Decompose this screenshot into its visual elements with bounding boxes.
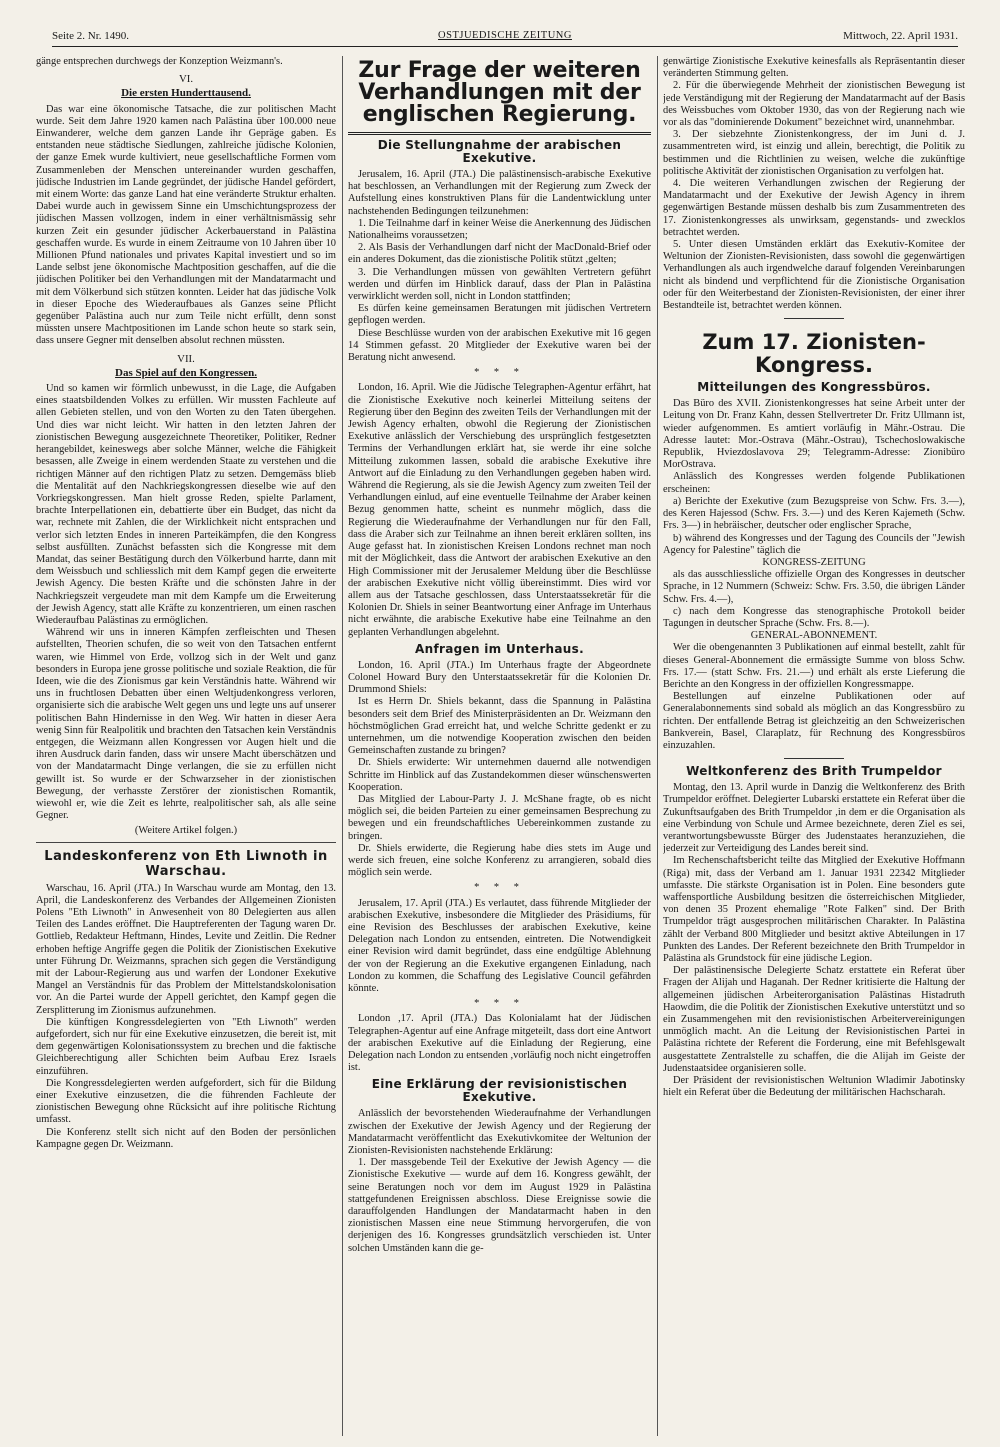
paragraph: c) nach dem Kongresse das stenographische Protokoll beider Tagungen in deutscher Sprache (Schw. Frs. 8.—). [663, 605, 965, 629]
paragraph: Die Kongressdelegierten werden aufgefordert, sich für die Bildung einer Exekutive einzusetzen, die die führenden Fachleute der zionistischen Bewegung ohne Rücksicht auf ihre politische Richtung umfasst. [36, 1077, 336, 1126]
paragraph: 5. Unter diesen Umständen erklärt das Exekutiv-Komitee der Weltunion der Zionisten-Revisionisten, dass sowohl die gegenwärtigen Verhandlungen als auch irgendwelche darauf folgenden Vereinbarungen nicht als bindend und verpflichtend für die Zionistische Organisation oder für den Weiterbestand der Zionisten-Revisionisten, der einer ihrer Bestandteile ist, betrachtet werden können. [663, 239, 965, 312]
separator-stars: * * * [474, 367, 525, 379]
divider [36, 842, 336, 843]
article-headline: Landeskonferenz von Eth Liwnoth in Warschau. [44, 848, 328, 879]
paragraph: London, 16. April (JTA.) Im Unterhaus fragte der Abgeordnete Colonel Howard Bury den Unterstaatssekretär für die Kolonien Dr. Drummond Shiels: [348, 659, 651, 696]
article-headline: Anfragen im Unterhaus. [415, 641, 584, 656]
section-title: Das Spiel auf den Kongressen. [115, 366, 257, 379]
masthead: OSTJUEDISCHE ZEITUNG [438, 30, 572, 41]
paragraph: Diese Beschlüsse wurden von der arabischen Exekutive mit 16 gegen 14 Stimmen gefasst. 20 Mitglieder der Exekutive waren bei der Beratung nicht anwesend. [348, 327, 651, 364]
paragraph: Das Mitglied der Labour-Party J. J. McShane fragte, ob es nicht möglich sei, die beiden Parteien zu einer gemeinsamen Besprechung zu bewegen und ein freundschaftliches Uebereinkommen zustande zu bringen. [348, 793, 651, 842]
continued-note: (Weitere Artikel folgen.) [134, 825, 238, 837]
paragraph: Das war eine ökonomische Tatsache, die zur politischen Macht wurde. Seit dem Jahre 1920 kamen nach Palästina über 100.000 neue Einwanderer, welche dem ganzen Lande ihr Gepräge gaben. Es entstanden neue städtische Siedlungen, zahlreiche jüdische Kolonien, der ganze Emek wurde kultiviert, neue gesellschaftliche Formen vom Zusammenleben der Menschen untereinander wurden geschaffen, jüdische Industrien im Lande gegründet, der jüdische Handel gefördert, mit einem Worte: das ganze Land hat eine veränderte Struktur erhalten. Dabei wurde auch in gewissem Sinne ein Umschichtungsprozess der jüdischen Massen vollzogen, indem in einer verhältnismässig sehr kurzen Zeit ein gesunder jüdischer Ackerbauerstand in Palästina geschaffen wurde. Es wurde in einem Zeitraume von 10 Jahren über 10 Millionen Pfund nationales und privates Kapital investiert und so im Lande selbst jene ökonomische Machtposition geschaffen, auf die die jüdischen Politiker bei den Verhandlungen mit der Mandatarmacht und mit dem Völkerbund sich stützen konnten. Leider hat das jüdische Volk in dieser Epoche des Wiederaufbaues als Ganzes seine Pflicht gegenüber Palästina auch nur zum Teile nicht erfüllt, denn sonst müssten unsere Machtpositionen im Lande schon heute so stark sein, dass unsere Gegner mit denselben absolut rechnen müssten. [36, 103, 336, 347]
page-number: Seite 2. Nr. 1490. [52, 30, 129, 42]
paragraph: 3. Der siebzehnte Zionistenkongress, der im Juni d. J. zusammentreten wird, ist einzig und allein, berechtigt, die Politik zu bestimmen und die Richtlinien zu weisen, welche die zukünftige politische Aktivität der zionistischen Organisation zu verfolgen hat. [663, 129, 965, 177]
paragraph: 2. Als Basis der Verhandlungen darf nicht der MacDonald-Brief oder ein anderes Dokument, das die zionistische Politik stützt ,gelten; [348, 242, 651, 266]
paragraph: 2. Für die überwiegende Mehrheit der zionistischen Bewegung ist jede Verständigung mit der Regierung der Mandatarmacht auf der Basis des Weissbuches vom Oktober 1930, das von der Regierung nach wie vor als das "dominierende Dokument" bezeichnet wird, unannehmbar. [663, 80, 965, 129]
paragraph: Wer die obengenannten 3 Publikationen auf einmal bestellt, zahlt für dieses General-Abonnement die ermässigte Summe von bloss Schw. Frs. 17.— (statt Schw. Frs. 21.—) und erhält als erste Lieferung die Berichte an den Kongress in der offiziellen Kongressmappe. [663, 642, 965, 690]
main-headline: Zur Frage der weiteren Verhandlungen mit der englischen Regierung. [358, 58, 641, 127]
paragraph: Der Präsident der revisionistischen Weltunion Wladimir Jabotinsky hielt ein Referat über die Bedeutung der militärischen Hachscharah. [663, 1075, 965, 1099]
paragraph: Anlässlich der bevorstehenden Wiederaufnahme der Verhandlungen zwischen der Exekutive der Jewish Agency und der Regierung der Mandatarmacht veröffentlicht das Exekutivkomitee der Weltunion der Zionisten-Revisionisten nachstehende Erklärung: [348, 1108, 651, 1157]
page-header [52, 28, 958, 47]
paragraph: Jerusalem, 16. April (JTA.) Die palästinensisch-arabische Exekutive hat beschlossen, an Verhandlungen mit der Regierung zum Zweck der Aufstellung eines konstruktiven Plans für die Landentwicklung unter nachstehenden Bedingungen teilzunehmen: [348, 169, 651, 217]
separator-stars: * * * [474, 882, 525, 894]
paragraph: als das ausschliessliche offizielle Organ des Kongresses in deutscher Sprache, in 12 Nummern (Schweiz: Schw. Frs. 3.50, die übrigen Länder Schw. Frs. 4.—), [663, 569, 965, 605]
paragraph: Dr. Shiels erwiderte, die Regierung habe dies stets im Auge und werde sich freuen, eine solche Konferenz zu arrangieren, sobald dies möglich sein werde. [348, 842, 651, 879]
section-number: VI. [178, 73, 194, 86]
paragraph: Jerusalem, 17. April (JTA.) Es verlautet, dass führende Mitglieder der arabischen Exekutive, insbesondere die Mitglieder des Präsidiums, für eine Revision des Beschlusses der arabischen Exekutive, keine Delegation nach London zu entsenden, eintreten. Die Notwendigkeit einer Revision wird damit begründet, dass eine endgültige Ablehnung der von der Regierung an die Exekutive ergangenen Einladung, nach London zu kommen, die Schaffung des Legislative Council gefährden könnte. [348, 897, 651, 994]
paragraph: 4. Die weiteren Verhandlungen zwischen der Regierung der Mandatarmacht und der Exekutive der Jewish Agency in ihrem gegenwärtigen Bestande müssen deshalb bis zum Zusammentreten des 17. Zionistenkongresses als unwirksam, gegenstands- und zwecklos betrachtet werden. [663, 178, 965, 238]
column-divider [342, 56, 343, 1436]
article-headline: Eine Erklärung der revisionistischen Exekutive. [371, 1077, 628, 1105]
section-title: GENERAL-ABONNEMENT. [750, 630, 878, 642]
paragraph: Der palästinensische Delegierte Schatz erstattete ein Referat über Fragen der Alijah und Haganah. Der Redner kritisierte die Haltung der allgemeinen jüdischen Arbeiterorganisation Palästinas Histadruth Haowdim, die die Politik der Zionistischen Exekutive unterstützt und so ein Zusammengehen mit den revisionistischen Arbeitervereinigungen unmöglich macht. An die Leitung der Revisionistischen Partei in Palästina richtete der Referent die Forderung, eine mit Befehlsgewalt ausgestattete Zentralstelle zu schaffen, die die Alijah im Geiste der Judenstaatsidee organisieren solle. [663, 965, 965, 1074]
paragraph: Die Konferenz stellt sich nicht auf den Boden der persönlichen Kampagne gegen Dr. Weizmann. [36, 1126, 336, 1150]
paragraph: 3. Die Verhandlungen müssen von gewählten Vertretern geführt werden und dürfen im Hinblick darauf, dass der Plan in Palästina verwirklicht werden soll, nicht in London stattfinden; [348, 266, 651, 303]
paragraph: Das Büro des XVII. Zionistenkongresses hat seine Arbeit unter der Leitung von Dr. Franz Kahn, dessen Stellvertreter Dr. Fritz Ullmann ist, wieder aufgenommen. Es amtiert vorläufig in Mähr.-Ostrau. Die Adresse lautet: Mor.-Ostrava (Mähr.-Ostrau), Tschechoslowakische Republik, Hviezdoslavova 29; Telegramm-Adresse: Zionibüro MorOstrava. [663, 398, 965, 471]
paragraph: London, 16. April. Wie die Jüdische Telegraphen-Agentur erfährt, hat die Zionistische Exekutive noch keinerlei Mitteilung seitens der Regierung über den Beginn des zweiten Teils der Verhandlungen mit der Jewish Agency erhalten, obwohl die Regierung der Zionistischen Exekutive anlässlich der Verschiebung des ursprünglich festgesetzten Termins der Verhandlungen erklärt hat, sie werde ihr eine solche Mitteilung zukommen lassen, sobald die arabische Exekutive ihre Antwort auf die Einladung zu den Verhandlungen gegeben haben wird. Während die Regierung, als sie die Jewish Agency zum zweiten Teil der Verhandlungen einlud, auf eine eventuelle Teilnahme der Araber keinen Bezug genommen hatte, scheint es nunmehr möglich, dass die Regierung die Wiederaufnahme der Verhandlungen nur für den Fall, dass die Araber sich zur Teilnahme an ihnen bereit erklären sollten, ins Auge gefasst hat. In zionistischen Kreisen Londons rechnet man noch mit der Möglichkeit, dass die Antwort der arabischen Exekutive an den High Commissioner mit der Jerusalemer Meldung über die Beschlüsse der arabischen Exekutive nicht völlig übereinstimmt. Dies wird vor allem aus der Tatsache geschlossen, dass Unterstaatssekretär für die Kolonien Dr. Shiels in seiner Beantwortung einer Anfrage im Unterhaus nicht erwähnte, die arabische Exekutive habe eine Teilnahme an den geplanten Verhandlungen abgelehnt. [348, 382, 651, 638]
column-divider [657, 56, 658, 1436]
paragraph: London ,17. April (JTA.) Das Kolonialamt hat der Jüdischen Telegraphen-Agentur auf eine Anfrage mitgeteilt, dass dort eine Antwort der arabischen Exekutive auf die Einladung der Regierung, eine Delegation nach London zu entsenden ,vorläufig noch nicht eingetroffen ist. [348, 1013, 651, 1074]
paragraph: Bestellungen auf einzelne Publikationen oder auf Generalabonnements sind sobald als möglich an das Kongressbüro zu richten. Der entfallende Betrag ist gleichzeitig an den Schweizerischen Bankverein, Basel, Claraplatz, für Rechnung des Kongressbüros einzuzahlen. [663, 691, 965, 751]
paragraph: Die künftigen Kongressdelegierten von "Eth Liwnoth" werden aufgefordert, sich nur für eine Exekutive einzusetzen, die bereit ist, mit dem gegenwärtigen Kolonisationssystem zu brechen und die faktische Gleichberechtigung aller Schichten beim Aufbau Erez Israels einzuführen. [36, 1016, 336, 1077]
divider [784, 758, 844, 759]
divider [348, 132, 651, 135]
section-title: Die ersten Hunderttausend. [121, 87, 251, 100]
divider [784, 318, 844, 319]
paragraph: 1. Der massgebende Teil der Exekutive der Jewish Agency — die Zionistische Exekutive — wurde auf dem 16. Kongress gewählt, der seine Beratungen noch vor dem im August 1929 in Palästina stattgefundenen Ereignissen abschloss. Diese Ereignisse sowie die darauffolgenden Handlungen der Mandatarmacht haben in den zionistischen Massen eine neue Stimmung hervorgerufen, die von derjenigen des 16. Kongresses grundsätzlich verschieden ist. Unter solchen Umständen kann die ge- [348, 1157, 651, 1254]
article-subheadline: Mitteilungen des Kongressbüros. [697, 380, 931, 395]
article-headline: Die Stellungnahme der arabischen Exekutive. [377, 138, 622, 165]
paragraph: Anlässlich des Kongresses werden folgende Publikationen erscheinen: [663, 471, 965, 495]
issue-date: Mittwoch, 22. April 1931. [843, 30, 958, 42]
paragraph: Warschau, 16. April (JTA.) In Warschau wurde am Montag, den 13. April, die Landeskonferenz des Verbandes der Allgemeinen Zionisten Polens "Eth Liwnoth" in Anwesenheit von 80 Delegierten aus allen Teilen des Landes eröffnet. Die Hauptreferenten der Tagung waren Dr. Gottlieb, Redakteur Heftmann, Hindes, Levite und Zeitlin. Die Redner erhoben heftige Angriffe gegen die Politik der Zionistischen Exekutive unter Führung Dr. Weizmanns, sprachen sich gegen die Verständigung mit der Labour-Regierung aus und warfen der Londoner Exekutive Mangel an Verständnis für das Problem der Mittelstandskolonisation vor. An die Partei wurde der Appell gerichtet, den Kampf gegen die Zersplitterung im Zionismus aufzunehmen. [36, 882, 336, 1016]
publication-title: KONGRESS-ZEITUNG [762, 556, 866, 568]
paragraph: genwärtige Zionistische Exekutive keinesfalls als Repräsentantin dieser veränderten Stimmung gelten. [663, 56, 965, 80]
paragraph: Im Rechenschaftsbericht teilte das Mitglied der Exekutive Hoffmann (Riga) mit, dass der Verband am 1. Januar 1931 22342 Mitglieder umfasste. Die stärkste Organisation ist in Polen. Eine besonders gute waffensportliche Ausbildung besitzen die österreichischen Mitglieder, von denen 35 Prozent ehemalige "Rote Falken" sind. Der Brith Trumpeldor trägt ausgesprochen militärischen Charakter. In Palästina zählt der Verband 800 Mitglieder und besitzt aktive Abteilungen in 17 Punkten des Landes. Der Referent bezeichnete den Brith Trumpeldor in Palästina als Grundstock für eine jüdische Legion. [663, 855, 965, 964]
paragraph: Ist es Herrn Dr. Shiels bekannt, dass die Spannung in Palästina besonders seit dem Brief des Ministerpräsidenten an Dr. Weizmann den höchstmöglichen Grad erreicht hat, und welche Schritte gedenkt er zu unternehmen, um die notwendige Kooperation zwischen den beiden Gemeinschaften zustande zu bringen? [348, 696, 651, 757]
paragraph: 1. Die Teilnahme darf in keiner Weise die Anerkennung des Jüdischen Nationalheims voraussetzen; [348, 217, 651, 242]
article-headline: Zum 17. Zionisten-Kongress. [702, 330, 926, 378]
paragraph: Es dürfen keine gemeinsamen Beratungen mit jüdischen Vertretern gepflogen werden. [348, 303, 651, 327]
paragraph: Während wir uns in inneren Kämpfen zerfleischten und Thesen aufstellten, Theorien schufen, die so weit von den Tatsachen entfernt waren, wie Himmel von Erde, vollzog sich in der Welt und ganz besonders in Europa jene grosse politische und soziale Reaktion, die für Ideen, wie die des Zionismus gar kein Verständnis hatte. Während wir uns in fruchtlosen Debatten über einen Weltjudenkongress verloren, organisierte sich die arabische Welt gegen uns und legte uns auf unserer politischen Bahn Hindernisse in den Weg. Wir hatten in dieser Aera wenig Sinn für Realpolitik und brachten den Tatsachen kein Verständnis entgegen, die Weizmann allen Kongressen vor Augen hielt und die ihren Ausdruck darin fanden, dass wir unsere Macht überschätzen und von der Mandatarmacht Dinge verlangen, die sie zu erfüllen nicht gewillt ist. So wurde er der Schwarzseher in der zionistischen Bewegung, der verhasste Zerstörer der zionistischen Romantik, wiewohl er, wie die Zeit es lehrte, realpolitischer sah, als alle seine Gegner. [36, 627, 336, 822]
column-middle [348, 56, 651, 1436]
column-right [663, 56, 965, 1436]
separator-stars: * * * [474, 998, 525, 1010]
paragraph: gänge entsprechen durchwegs der Konzeption Weizmann's. [36, 56, 283, 67]
article-headline: Weltkonferenz des Brith Trumpeldor [686, 764, 942, 779]
column-left [36, 56, 336, 1436]
paragraph: Und so kamen wir förmlich unbewusst, in die Lage, die Aufgaben eines staatsbildenden Volkes zu erfüllen. Wir mussten Fachleute auf allen Gebieten stellen, und von den Worten zu den Taten übergehen. Und dies war nicht leicht. Wir hatten in den letzten Jahren der zionistischen Bewegung ausgezeichnete Theoretiker, Politiker, Redner herangebildet, keineswegs aber solche Männer, welche die Fähigkeit besassen, alle Zweige in einem werdenden Staate zu verstehen und die richtigen Männer auf den richtigen Platz zu setzen. Demgemäss blieb die Mentalität auf den Nachkriegskongressen dieselbe wie auf den Vorkriegskongressen. Man hielt grosse Reden, spielte Parlament, brachte Interpellationen ein, debattierte über ein Budget, das nicht da war, rechnete mit Zahlen, die der Wirklichkeit nicht entsprachen und verlor sich letzten Endes in inneren Parteikämpfen, die den Kongress selbst ausfüllten. Zunächst befassten sich die Kongresse mit dem Mandat, das seiner Bestätigung durch den Völkerbund harrte, dann mit dem Weissbuch und schliesslich mit dem Kampf gegen die erweiterte Jewish Agency. Die besten Kräfte und die schönsten Jahre in der Nachkriegszeit vergeudete man mit dem Kampfe um die Erweiterung der Jewish Agency, statt alle Kräfte zu konzentrieren, um einen raschen Wiederaufbau Palästinas zu ermöglichen. [36, 383, 336, 626]
paragraph: Montag, den 13. April wurde in Danzig die Weltkonferenz des Brith Trumpeldor eröffnet. Delegierter Lubarski erstattete ein Referat über die Zukunftsaufgaben des Brith Trumpeldor ,in dem er die Organisation als eine Verbindung von Schule und Armee bezeichnete, deren Ziel es sei, verantwortungsbewusste Bürger des Judenstaates heranzuziehen, die jederzeit zur Verteidigung des Landes bereit sind. [663, 782, 965, 855]
section-number: VII. [177, 352, 195, 365]
paragraph: Dr. Shiels erwiderte: Wir unternehmen dauernd alle notwendigen Schritte im Hinblick auf das Zustandekommen dieser wünschenswerten Kooperation. [348, 757, 651, 793]
paragraph: a) Berichte der Exekutive (zum Bezugspreise von Schw. Frs. 3.—), des Keren Hajessod (Schw. Frs. 3.—) und des Keren Kajemeth (Schw. Frs. 3—) in hebräischer, deutscher oder englischer Sprache, [663, 495, 965, 532]
paragraph: b) während des Kongresses und der Tagung des Councils der "Jewish Agency for Palestine" täglich die [663, 532, 965, 556]
